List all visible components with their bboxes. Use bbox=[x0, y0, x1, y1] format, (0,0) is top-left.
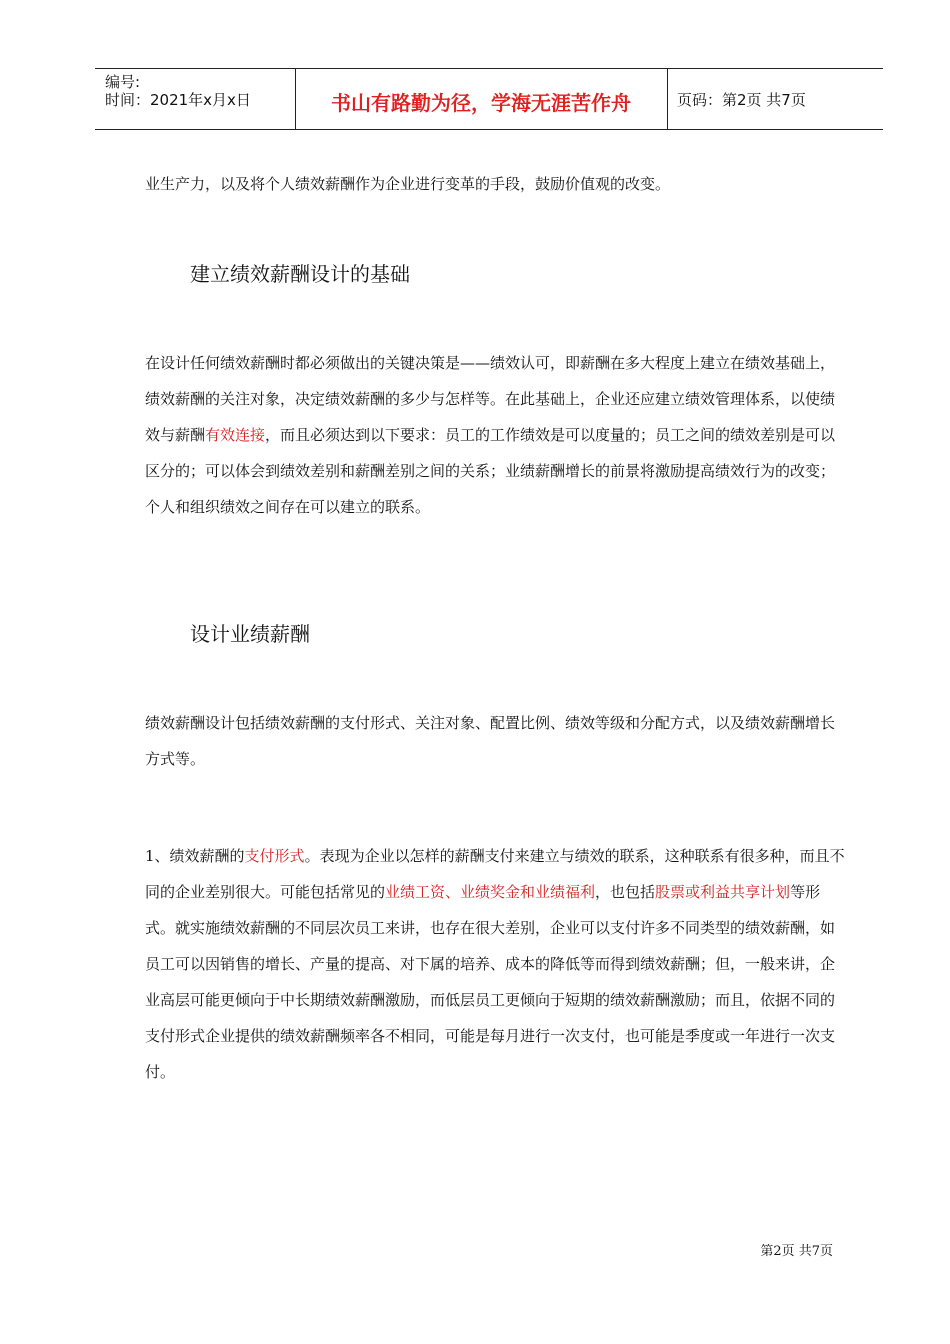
paragraph-payment-form bbox=[145, 838, 845, 1090]
paragraph-text: 在设计任何绩效薪酬时都必须做出的关键决策是——绩效认可，即薪酬在多大程度上建立在绩效基础上，绩效薪酬的关注对象，决定绩效薪酬的多少与怎样等。在此基础上，企业还应建立绩效管理体系，以使绩效与薪酬 bbox=[145, 354, 836, 444]
highlight-text: 有效连接 bbox=[205, 426, 266, 444]
section-heading-foundation: 建立绩效薪酬设计的基础 bbox=[190, 262, 410, 286]
paragraph-continuation: 业生产力，以及将个人绩效薪酬作为企业进行变革的手段，鼓励价值观的改变。 bbox=[145, 175, 671, 193]
page-header bbox=[95, 68, 883, 130]
paragraph-text: ，也包括 bbox=[595, 883, 656, 901]
date-label: 时间：2021年x月x日 bbox=[105, 91, 251, 109]
footer-page-number: 第2页 共7页 bbox=[760, 1244, 833, 1259]
section-heading-design: 设计业绩薪酬 bbox=[190, 622, 310, 646]
paragraph-text: 。表现为企业以怎样的薪酬支付来建立与绩效的联系，这种联系有很多种，而且不同的企业差别很大。可能包括常见的 bbox=[145, 847, 845, 901]
highlight-text: 业绩工资、业绩奖金和业绩福利 bbox=[385, 883, 596, 901]
header-info-cell bbox=[95, 69, 296, 129]
header-page-number: 页码：第2页 共7页 bbox=[677, 91, 806, 109]
header-motto: 书山有路勤为径，学海无涯苦作舟 bbox=[331, 91, 631, 115]
serial-number-label: 编号: bbox=[105, 73, 141, 91]
paragraph-text: ，而且必须达到以下要求：员工的工作绩效是可以度量的；员工之间的绩效差别是可以区分的；可以体会到绩效差别和薪酬差别之间的关系；业绩薪酬增长的前景将激励提高绩效行为的改变；个人和组织绩效之间存在可以建立的联系。 bbox=[145, 426, 836, 516]
paragraph-foundation bbox=[145, 345, 845, 525]
paragraph-text: 等形式。就实施绩效薪酬的不同层次员工来讲，也存在很大差别，企业可以支付许多不同类型的绩效薪酬，如员工可以因销售的增长、产量的提高、对下属的培养、成本的降低等而得到绩效薪酬；但，一般来讲，企业高层可能更倾向于中长期绩效薪酬激励，而低层员工更倾向于短期的绩效薪酬激励；而且，依据不同的支付形式企业提供的绩效薪酬频率各不相同，可能是每月进行一次支付，也可能是季度或一年进行一次支付。 bbox=[145, 883, 836, 1081]
paragraph-design: 绩效薪酬设计包括绩效薪酬的支付形式、关注对象、配置比例、绩效等级和分配方式，以及绩效薪酬增长方式等。 bbox=[145, 714, 836, 768]
header-page-cell bbox=[667, 69, 883, 129]
header-motto-cell bbox=[295, 69, 668, 129]
highlight-text: 支付形式 bbox=[244, 847, 305, 865]
highlight-text: 股票或利益共享计划 bbox=[655, 883, 791, 901]
paragraph-text: 1、绩效薪酬的 bbox=[145, 847, 245, 865]
